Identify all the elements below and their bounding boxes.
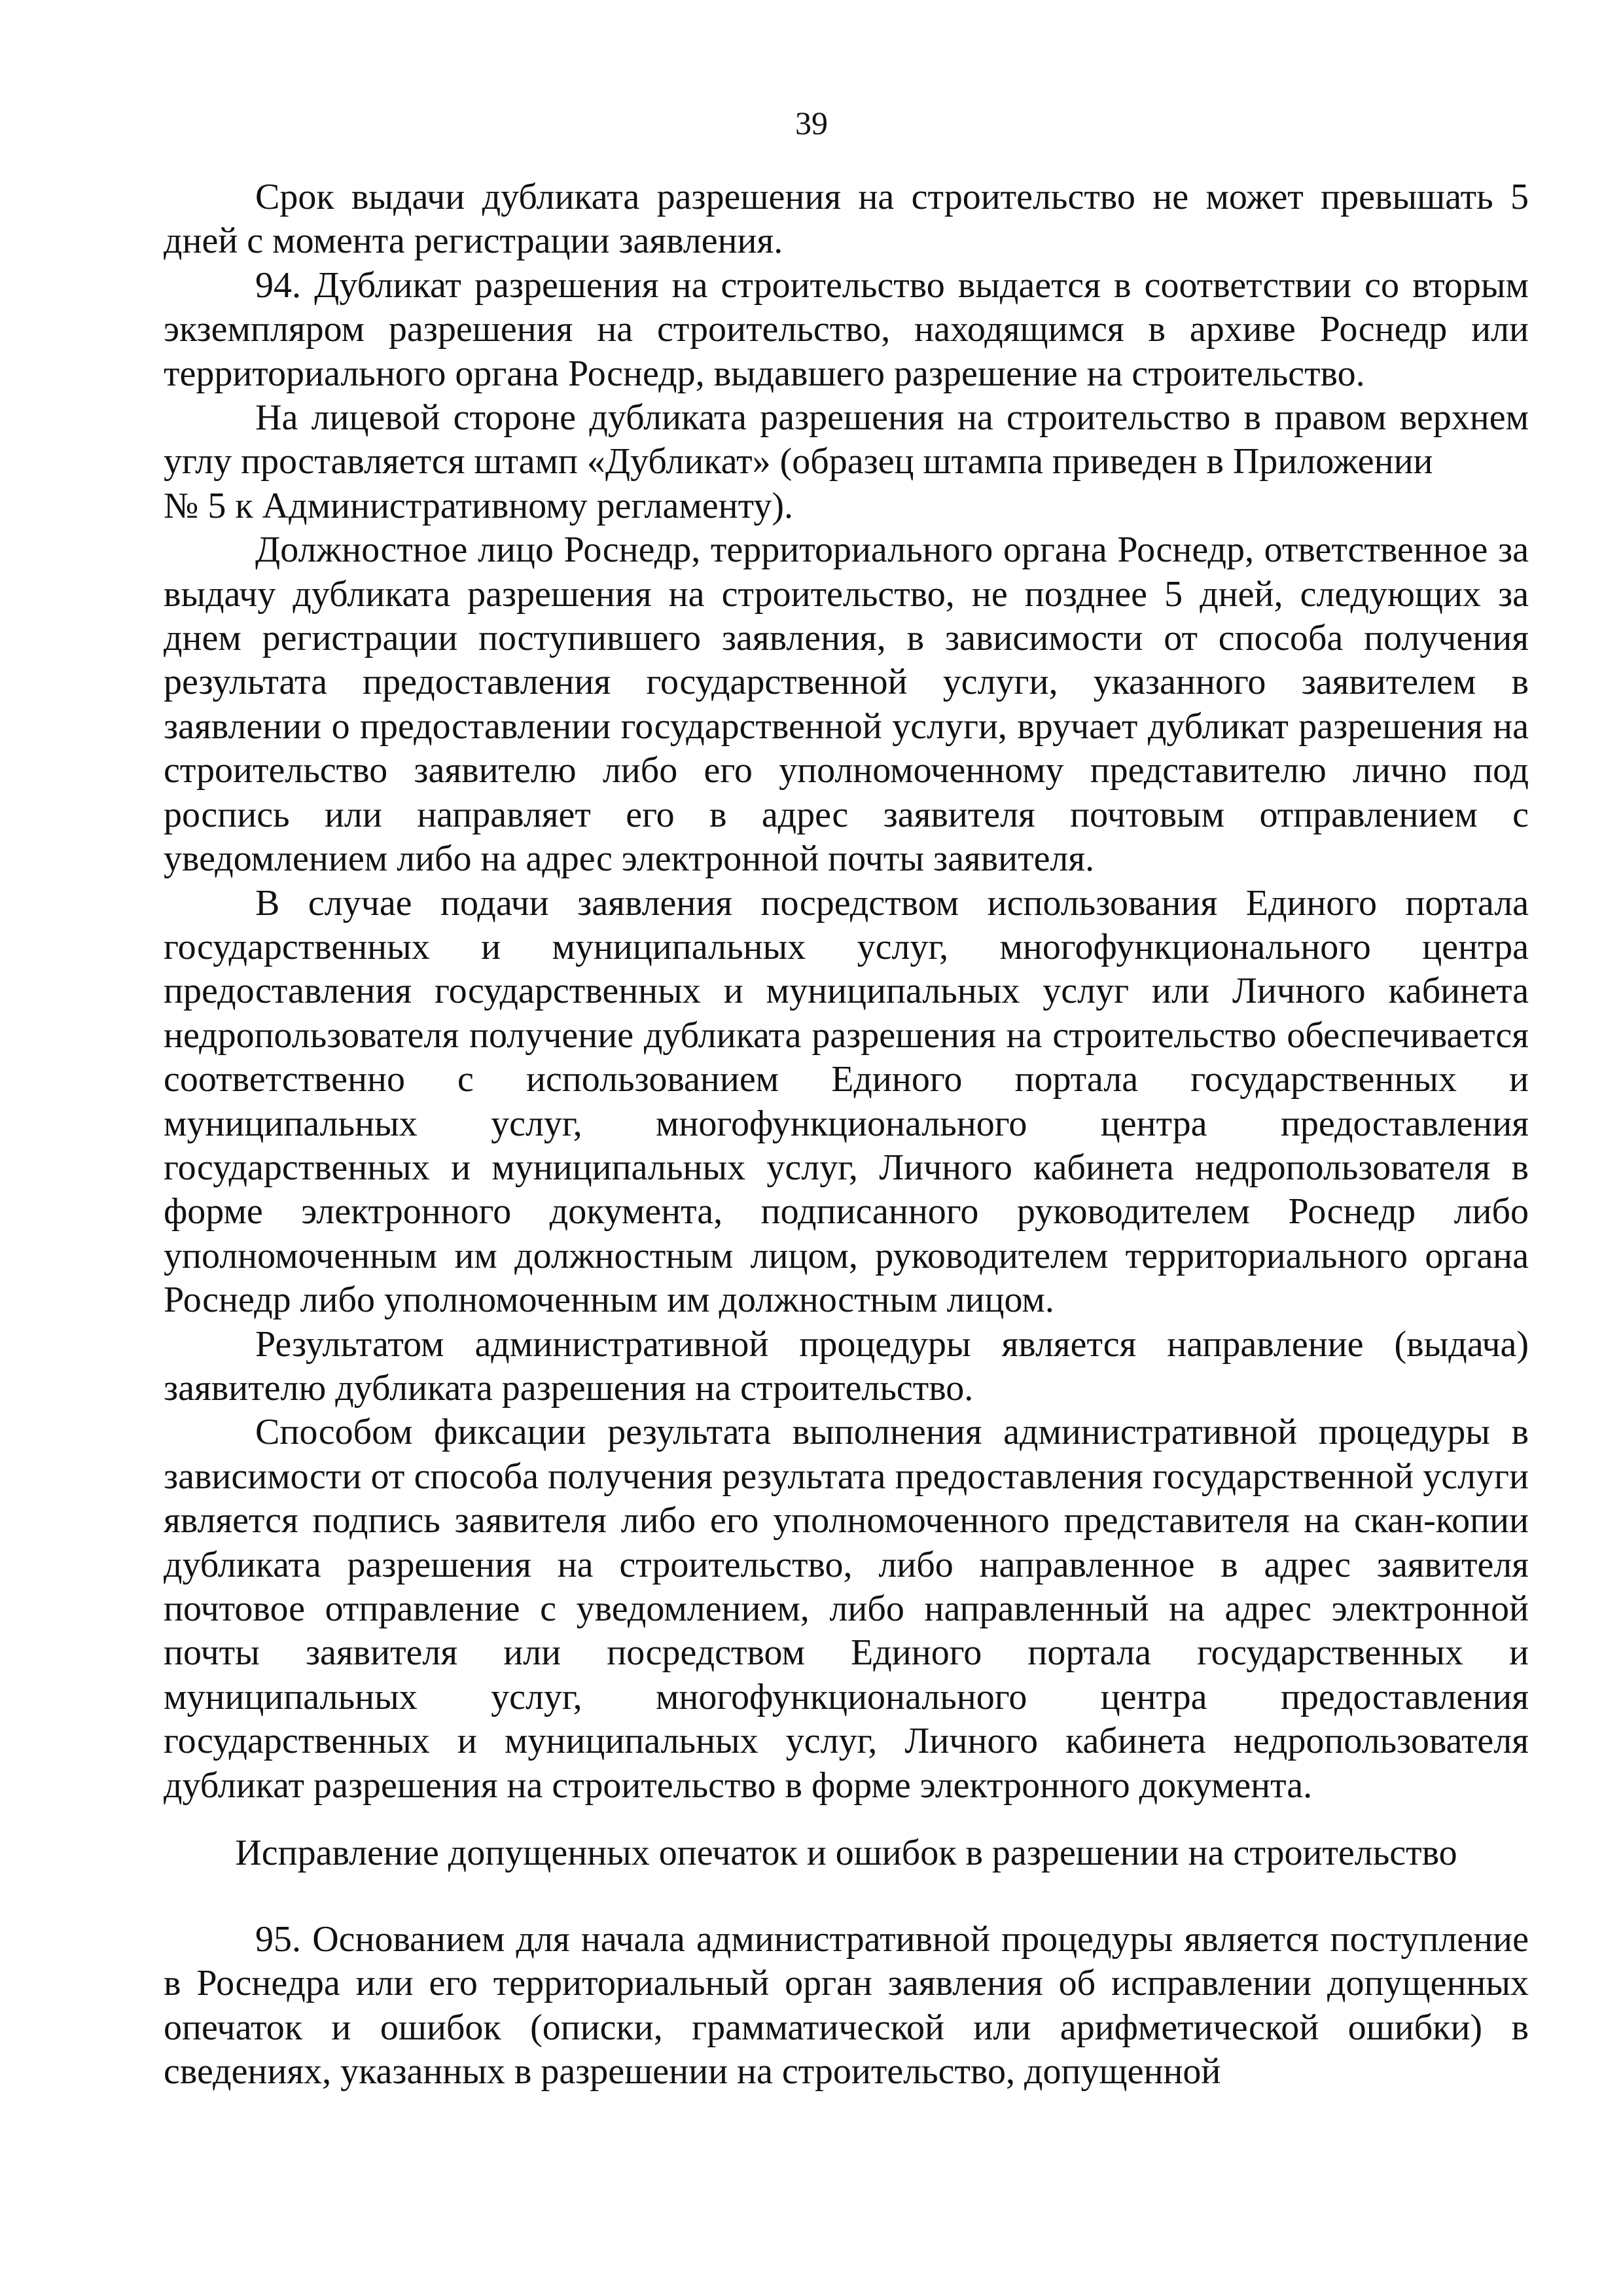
page-number: 39	[795, 105, 828, 141]
section-heading: Исправление допущенных опечаток и ошибок в разрешении на строительство	[235, 1833, 1457, 1873]
paragraph-94: 94. Дубликат разрешения на строительство выдается в соответствии со вторым экземпляром разрешения на строительство, находящимся в архиве Роснедр или территориального органа Роснедр, выдавшего разрешение на строительство.	[164, 264, 1529, 394]
paragraph-official: Должностное лицо Роснедр, территориального органа Роснедр, ответственное за выдачу дубликата разрешения на строительство, не позднее 5 дней, следующих за днем регистрации поступившего заявления, в зависимости от способа получения результата предоставления государственной услуги, указанного заявителем в заявлении о предоставлении государственной услуги, вручает дубликат разрешения на строительство заявителю либо его уполномоченному представителю лично под роспись или направляет его в адрес заявителя почтовым отправлением с уведомлением либо на адрес электронной почты заявителя.	[164, 529, 1529, 880]
paragraph-issuance-term: Срок выдачи дубликата разрешения на строительство не может превышать 5 дней с момента регистрации заявления.	[164, 177, 1529, 262]
paragraph-result: Результатом административной процедуры является направление (выдача) заявителю дубликата разрешения на строительство.	[164, 1323, 1529, 1408]
section-body	[164, 1918, 1529, 2094]
paragraph-stamp-appendix: № 5 к Административному регламенту).	[164, 485, 793, 526]
paragraph-electronic: В случае подачи заявления посредством использования Единого портала государственных и муниципальных услуг, многофункционального центра предоставления государственных и муниципальных услуг или Личного кабинета недропользователя получение дубликата разрешения на строительство обеспечивается соответственно с использованием Единого портала государственных и муниципальных услуг, многофункционального центра предоставления государственных и муниципальных услуг, Личного кабинета недропользователя в форме электронного документа, подписанного руководителем Роснедр либо уполномоченным им должностным лицом, руководителем территориального органа Роснедр либо уполномоченным им должностным лицом.	[164, 882, 1529, 1321]
paragraph-95: 95. Основанием для начала административной процедуры является поступление в Роснедра или его территориальный орган заявления об исправлении допущенных опечаток и ошибок (описки, грамматической или арифметической ошибки) в сведениях, указанных в разрешении на строительство, допущенной	[164, 1919, 1529, 2092]
paragraph-stamp: На лицевой стороне дубликата разрешения на строительство в правом верхнем углу проставляется штамп «Дубликат» (образец штампа приведен в Приложении	[164, 397, 1529, 482]
paragraph-fixation: Способом фиксации результата выполнения административной процедуры в зависимости от способа получения результата предоставления государственной услуги является подпись заявителя либо его уполномоченного представителя на скан-копии дубликата разрешения на строительство, либо направленное в адрес заявителя почтовое отправление с уведомлением, либо направленный на адрес электронной почты заявителя или посредством Единого портала государственных и муниципальных услуг, многофункционального центра предоставления государственных и муниципальных услуг, Личного кабинета недропользователя дубликат разрешения на строительство в форме электронного документа.	[164, 1412, 1529, 1806]
document-body	[164, 175, 1529, 1808]
